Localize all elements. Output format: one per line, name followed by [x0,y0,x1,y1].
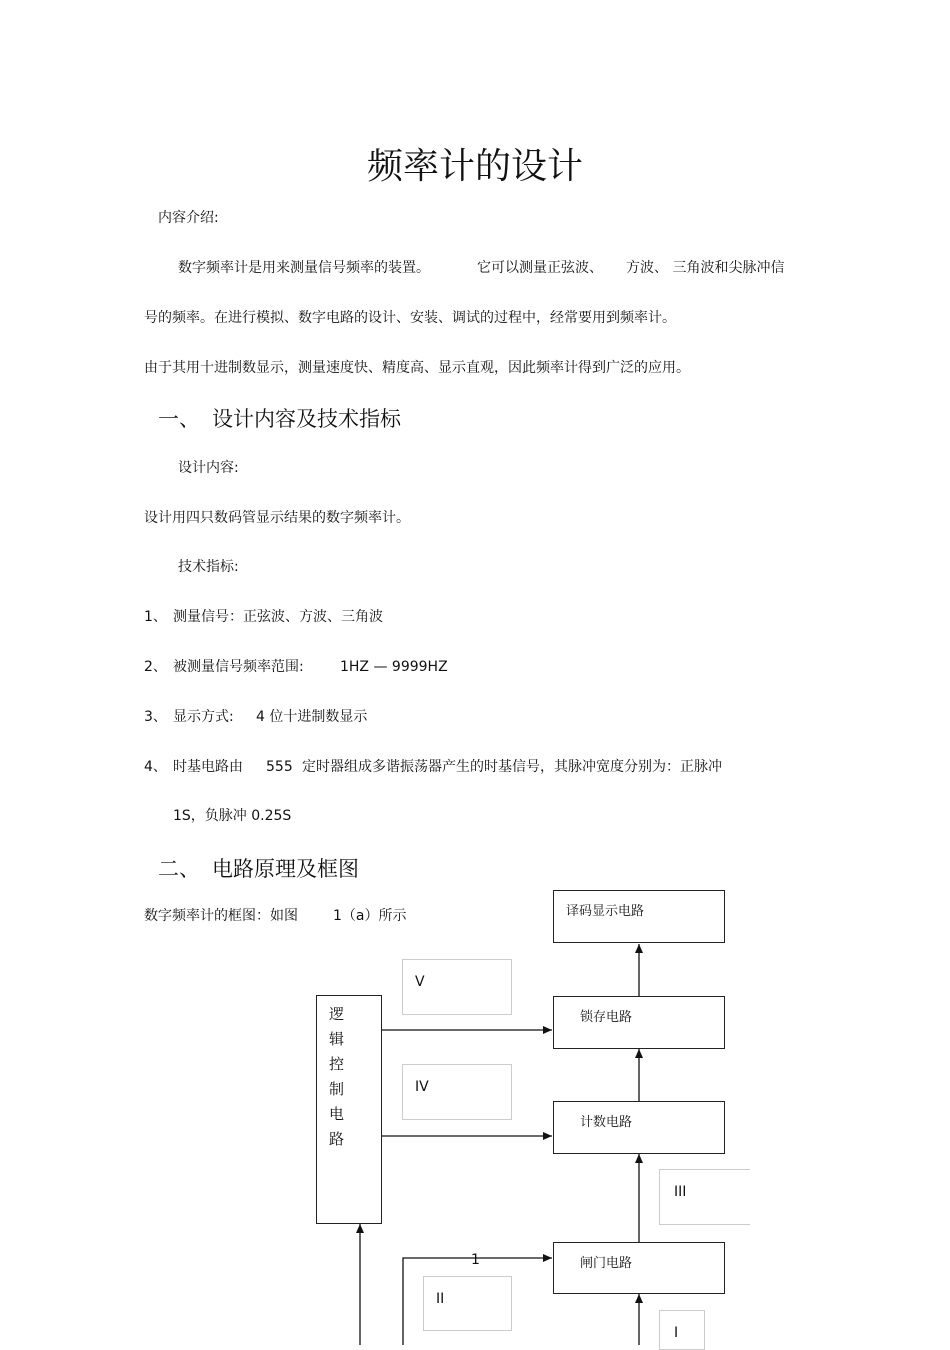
intro-line1-b: 它可以测量正弦波、 [477,260,603,276]
logic-control-label [329,1002,344,1152]
spec-3-text: 显示方式: [173,709,234,725]
logic-char: 逻 [329,1005,345,1023]
logic-char: 路 [329,1130,345,1148]
decoder-display-box [553,890,725,943]
spec-4-value: 555 [266,759,293,775]
counter-label: 计数电路 [580,1115,633,1130]
label-box-ii [423,1276,512,1331]
spec-1-num: 1、 [144,609,167,625]
intro-line3: 由于其用十进制数显示，测量速度快、精度高、显示直观，因此频率计得到广泛的应用。 [144,360,690,376]
section1-heading: 设计内容及技术指标 [212,407,401,431]
label-i: I [674,1325,679,1341]
spec-2-text: 被测量信号频率范围: [173,659,304,675]
label-box-iv [402,1064,512,1120]
decoder-display-label: 译码显示电路 [566,904,645,919]
intro-line1-c: 方波、 三角波和尖脉冲信 [626,260,785,276]
counter-box [553,1101,725,1154]
latch-box [553,996,725,1049]
gate-box [553,1242,725,1294]
label-iv: IV [415,1079,429,1095]
spec-4-text: 时基电路由 [173,759,243,775]
spec-3-value: 4 位十进制数显示 [256,709,368,725]
label-box-v [402,959,512,1015]
section1-number: 一、 [158,407,200,431]
intro-line2: 号的频率。在进行模拟、数字电路的设计、安装、调试的过程中，经常要用到频率计。 [144,310,676,326]
spec-4-cont: 1S，负脉冲 0.25S [173,808,292,824]
label-iii: III [674,1184,687,1200]
figure-caption-a: 数字频率计的框图：如图 [144,908,298,924]
figure-caption-b: 1（a）所示 [333,908,407,924]
spec-3-num: 3、 [144,709,167,725]
label-box-iii [659,1169,750,1225]
label-v: V [415,974,425,990]
label-box-i [659,1310,705,1350]
intro-line1-a: 数字频率计是用来测量信号频率的装置。 [178,260,430,276]
section2-number: 二、 [158,857,200,881]
page-title: 频率计的设计 [366,146,583,187]
logic-char: 控 [329,1055,345,1073]
gate-label: 闸门电路 [580,1256,633,1271]
spec-4-rest: 定时器组成多谐振荡器产生的时基信号，其脉冲宽度分别为：正脉冲 [302,759,722,775]
intro-label: 内容介绍: [158,210,219,226]
logic-char: 电 [329,1105,345,1123]
spec-1-text: 测量信号：正弦波、方波、三角波 [173,609,383,625]
spec-label: 技术指标: [178,559,239,575]
design-label: 设计内容: [178,460,239,476]
latch-label: 锁存电路 [580,1010,633,1025]
spec-2-value: 1HZ — 9999HZ [340,659,448,675]
spec-2-num: 2、 [144,659,167,675]
label-ii: II [436,1291,445,1307]
logic-control-box [316,995,382,1224]
logic-char: 辑 [329,1030,345,1048]
section2-heading: 电路原理及框图 [212,857,359,881]
spec-4-num: 4、 [144,759,167,775]
design-text: 设计用四只数码管显示结果的数字频率计。 [144,510,410,526]
logic-char: 制 [329,1080,345,1098]
label-one: 1 [471,1252,480,1268]
